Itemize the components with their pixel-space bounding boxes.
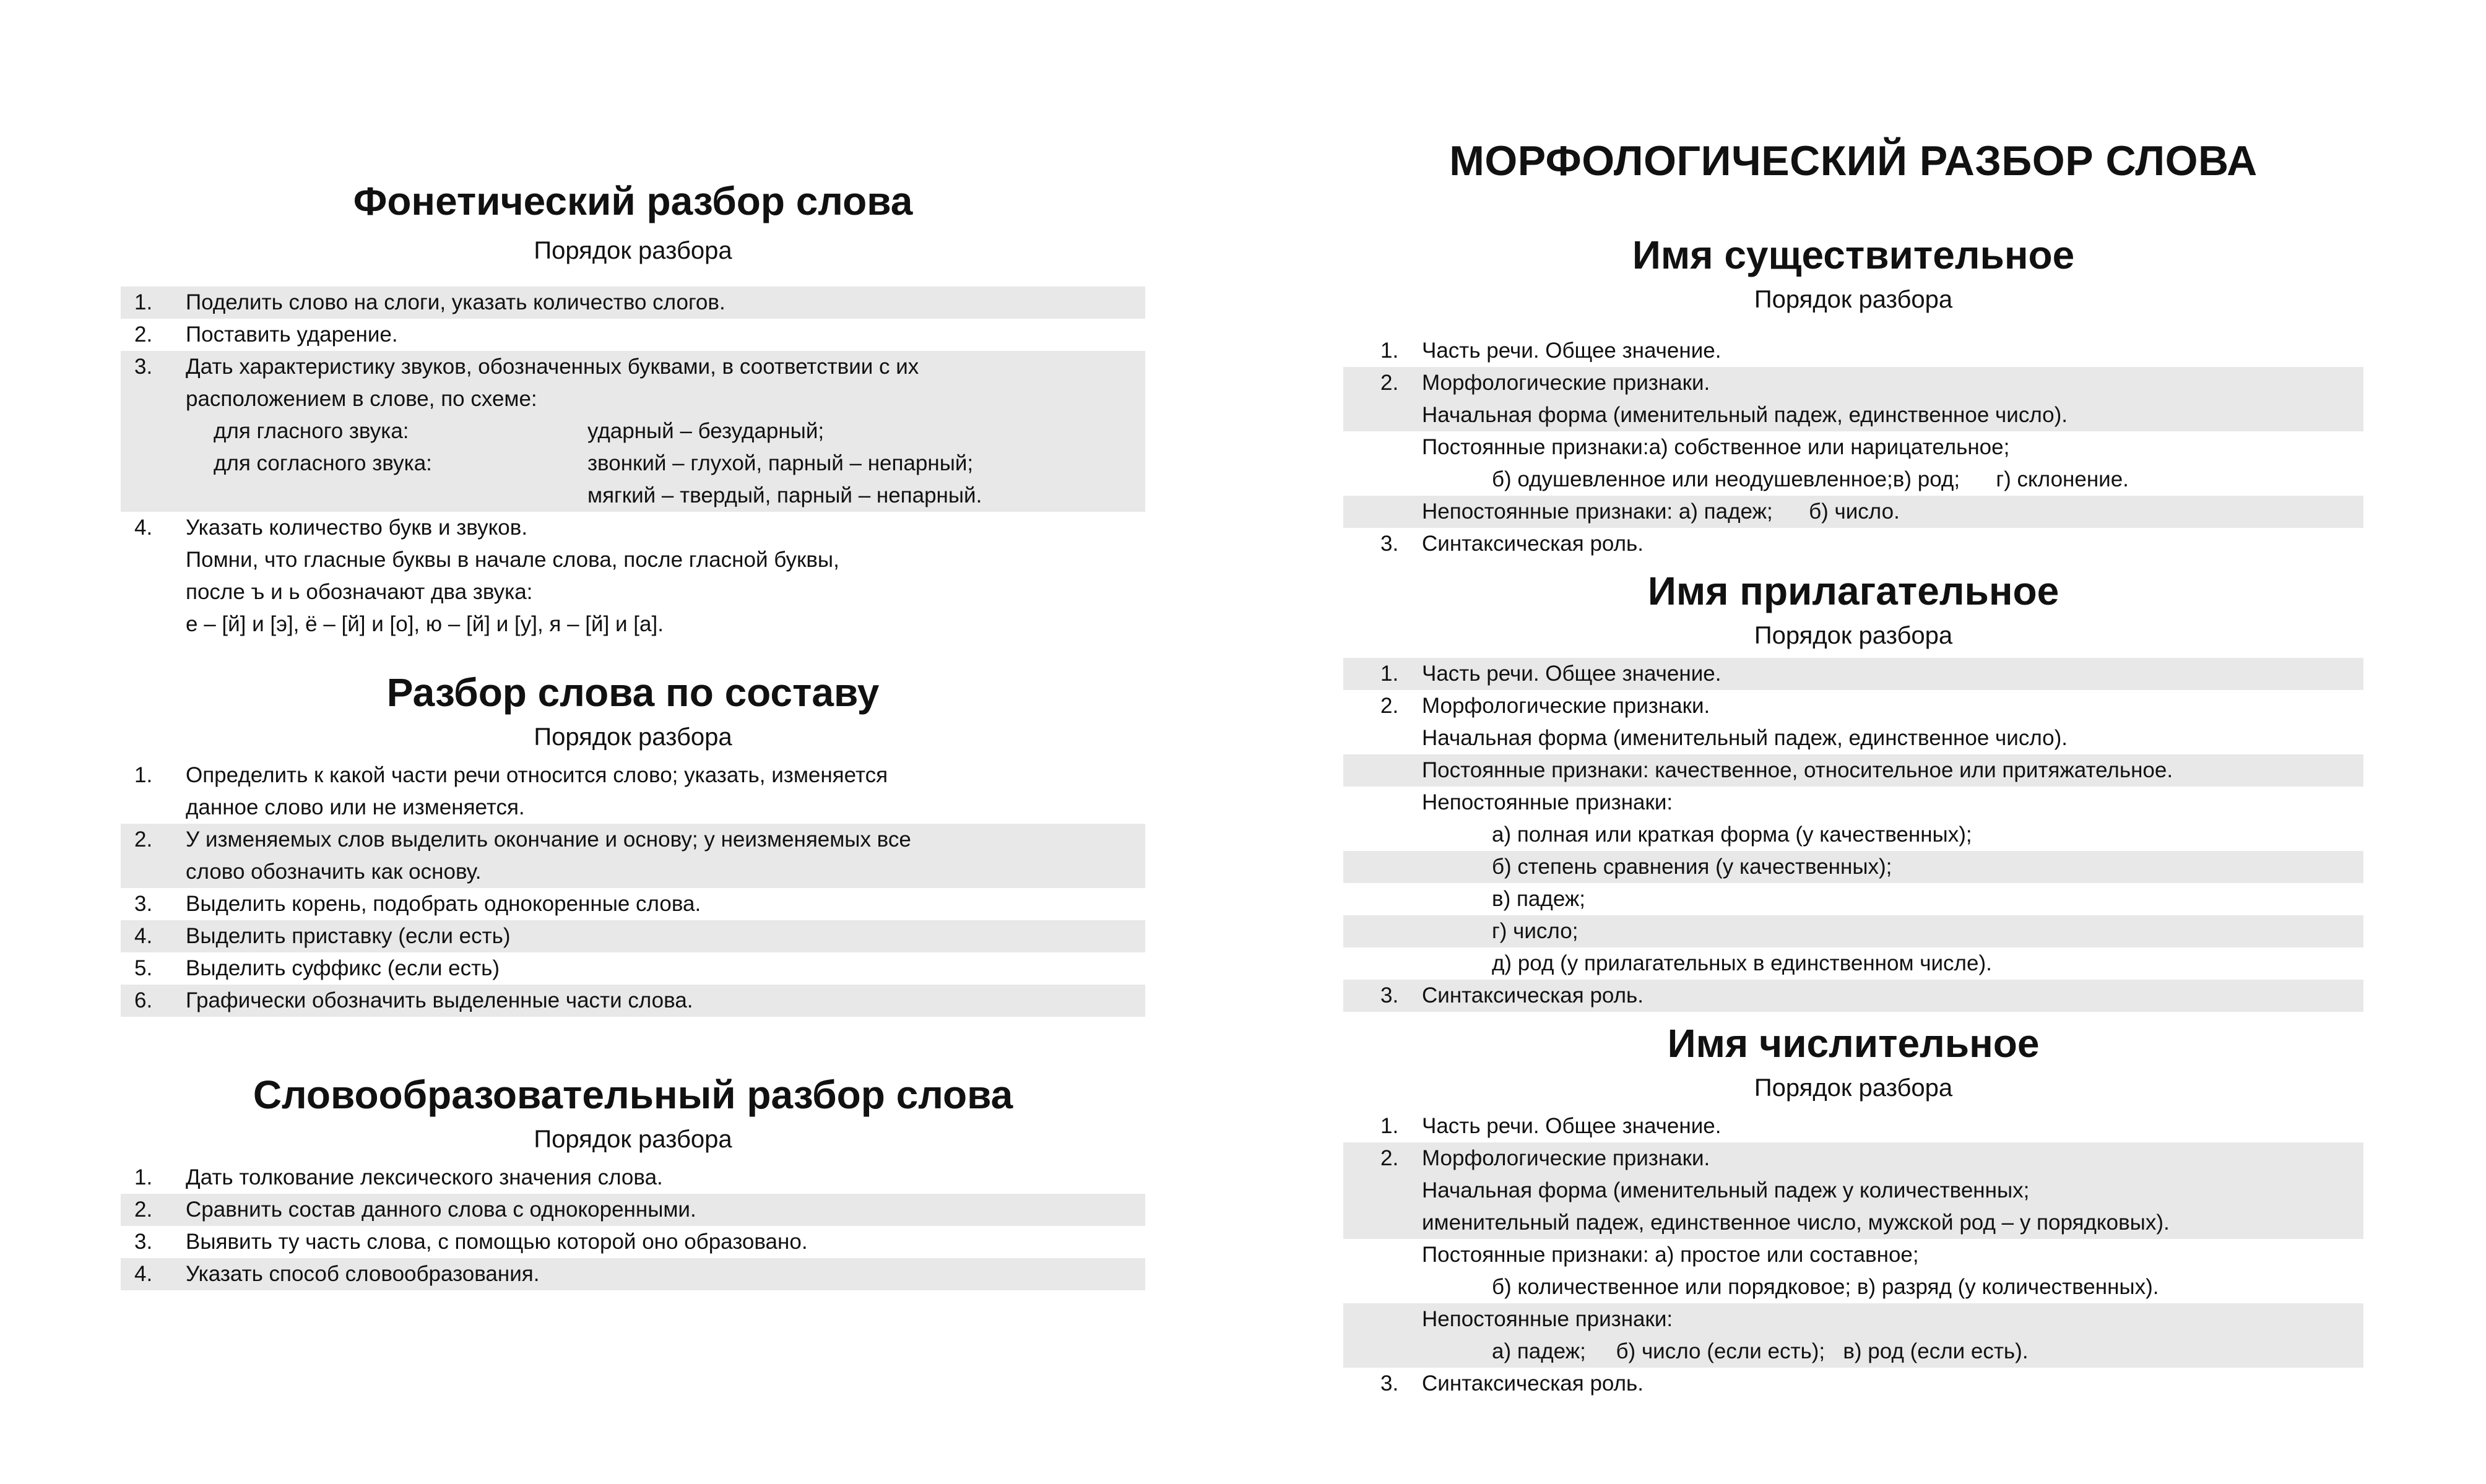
list-item (121, 1194, 1145, 1226)
list-item (121, 920, 1145, 952)
list-item-continuation (1343, 722, 2363, 754)
list-item-continuation (121, 856, 1145, 888)
list-item (121, 952, 1145, 985)
page-title: МОРФОЛОГИЧЕСКИЙ РАЗБОР СЛОВА (1449, 137, 2258, 184)
schema-value: звонкий – глухой, парный – непарный; (587, 451, 974, 475)
section-subtitle: Порядок разбора (534, 237, 732, 264)
list-item-continuation (121, 608, 1145, 641)
section-noun (1343, 230, 2363, 560)
item-text: данное слово или не изменяется. (186, 795, 525, 819)
item-text: а) полная или краткая форма (у качественных); (1492, 822, 1972, 847)
item-number: 4. (134, 516, 153, 540)
sub-item (1343, 819, 2363, 851)
item-text: Выявить ту часть слова, с помощью которой оно образовано. (186, 1230, 808, 1254)
list-item (1343, 658, 2363, 690)
list-item (121, 888, 1145, 920)
list-item (121, 351, 1145, 383)
list-item (1343, 1110, 2363, 1142)
sub-item (1343, 851, 2363, 883)
list-item (1343, 367, 2363, 399)
item-text: д) род (у прилагательных в единственном числе). (1492, 951, 1992, 975)
item-text: Синтаксическая роль. (1422, 532, 1644, 556)
sub-item (1343, 883, 2363, 915)
list-item (1343, 690, 2363, 722)
ordered-list (1343, 335, 2363, 560)
section-title: Имя прилагательное (1647, 569, 2059, 613)
list-item (1343, 335, 2363, 367)
item-text: Поставить ударение. (186, 322, 398, 347)
item-text: в) падеж; (1492, 887, 1586, 911)
list-item (1343, 528, 2363, 560)
section-numeral (1343, 1019, 2363, 1400)
item-number: 1. (134, 763, 153, 787)
item-text: Определить к какой части речи относится слово; указать, изменяется (186, 763, 888, 787)
item-number: 6. (134, 988, 153, 1012)
section-subtitle: Порядок разбора (534, 1126, 732, 1153)
item-text: Часть речи. Общее значение. (1422, 339, 1722, 363)
section-subtitle: Порядок разбора (1754, 1074, 1953, 1102)
section-title: Разбор слова по составу (386, 670, 880, 715)
item-text: Синтаксическая роль. (1422, 983, 1644, 1007)
item-number: 3. (1380, 1371, 1399, 1396)
schema-row (121, 480, 1145, 512)
item-number: 3. (1380, 983, 1399, 1007)
left-column (121, 176, 1145, 1290)
sub-item (1343, 1271, 2363, 1303)
item-text: а) падеж; б) число (если есть); в) род (если есть). (1492, 1339, 2029, 1363)
sub-item (1343, 947, 2363, 980)
item-text: Постоянные признаки: а) простое или составное; (1422, 1243, 1919, 1267)
ordered-list (121, 287, 1145, 641)
list-item-continuation (121, 576, 1145, 608)
section-composition (121, 668, 1145, 1017)
item-number: 4. (134, 924, 153, 948)
item-number: 1. (134, 290, 153, 314)
item-text: Часть речи. Общее значение. (1422, 1114, 1722, 1138)
item-number: 3. (134, 355, 153, 379)
list-item-continuation (1343, 754, 2363, 787)
list-item (1343, 980, 2363, 1012)
item-number: 2. (134, 1197, 153, 1222)
item-text: Непостоянные признаки: (1422, 1307, 1673, 1331)
right-column (1343, 136, 2363, 1400)
section-subtitle: Порядок разбора (1754, 286, 1953, 313)
list-item-continuation (121, 792, 1145, 824)
list-item (1343, 1142, 2363, 1175)
section-subtitle: Порядок разбора (1754, 622, 1953, 649)
list-item-continuation (121, 383, 1145, 415)
item-text: б) одушевленное или неодушевленное;в) род; г) склонение. (1492, 467, 2129, 491)
item-text: Непостоянные признаки: а) падеж; б) число. (1422, 499, 1900, 524)
item-text: Начальная форма (именительный падеж у количественных; (1422, 1178, 2030, 1202)
item-text: Морфологические признаки. (1422, 371, 1710, 395)
section-subtitle: Порядок разбора (534, 723, 732, 751)
item-number: 2. (1380, 1146, 1399, 1170)
item-text: Часть речи. Общее значение. (1422, 662, 1722, 686)
item-text: расположением в слове, по схеме: (186, 387, 537, 411)
sub-item (1343, 1335, 2363, 1368)
list-item-continuation (1343, 431, 2363, 464)
item-number: 1. (1380, 339, 1399, 363)
item-text: Выделить приставку (если есть) (186, 924, 511, 948)
item-text: после ъ и ь обозначают два звука: (186, 580, 533, 604)
item-number: 5. (134, 956, 153, 980)
item-number: 1. (134, 1165, 153, 1189)
list-item (121, 759, 1145, 792)
list-item (121, 985, 1145, 1017)
item-text: Указать способ словообразования. (186, 1262, 540, 1286)
list-item-continuation (1343, 1303, 2363, 1335)
list-item (121, 287, 1145, 319)
list-item-continuation (121, 544, 1145, 576)
list-item (121, 319, 1145, 351)
sub-item (1343, 915, 2363, 947)
section-word-formation (121, 1070, 1145, 1290)
item-text: Помни, что гласные буквы в начале слова, после гласной буквы, (186, 548, 839, 572)
ordered-list (1343, 658, 2363, 1012)
item-text: Постоянные признаки:а) собственное или нарицательное; (1422, 435, 2010, 459)
section-title: Словообразовательный разбор слова (253, 1072, 1013, 1117)
list-item-continuation (1343, 1175, 2363, 1207)
item-text: Выделить суффикс (если есть) (186, 956, 500, 980)
item-text: Морфологические признаки. (1422, 694, 1710, 718)
item-text: Постоянные признаки: качественное, относительное или притяжательное. (1422, 758, 2173, 782)
item-number: 2. (134, 827, 153, 852)
section-adjective (1343, 566, 2363, 1012)
schema-value: ударный – безударный; (587, 419, 825, 443)
list-item-continuation (1343, 464, 2363, 496)
schema-value: мягкий – твердый, парный – непарный. (587, 483, 982, 507)
item-text: б) количественное или порядковое; в) разряд (у количественных). (1492, 1275, 2159, 1299)
section-title: Имя существительное (1632, 233, 2075, 277)
list-item-continuation (1343, 787, 2363, 819)
item-text: б) степень сравнения (у качественных); (1492, 855, 1892, 879)
schema-label: для согласного звука: (214, 451, 432, 475)
item-text: Начальная форма (именительный падеж, единственное число). (1422, 726, 2068, 750)
list-item (121, 824, 1145, 856)
item-text: Синтаксическая роль. (1422, 1371, 1644, 1396)
list-item-continuation (1343, 399, 2363, 431)
item-text: Морфологические признаки. (1422, 1146, 1710, 1170)
list-item (121, 1162, 1145, 1194)
item-text: У изменяемых слов выделить окончание и основу; у неизменяемых все (186, 827, 911, 852)
item-text: Дать характеристику звуков, обозначенных буквами, в соответствии с их (186, 355, 919, 379)
item-text: Указать количество букв и звуков. (186, 516, 528, 540)
section-title: Фонетический разбор слова (353, 179, 913, 223)
section-title: Имя числительное (1667, 1021, 2040, 1066)
item-text: Дать толкование лексического значения слова. (186, 1165, 663, 1189)
list-item (1343, 1368, 2363, 1400)
schema-row (121, 447, 1145, 480)
item-text: Графически обозначить выделенные части слова. (186, 988, 693, 1012)
item-number: 1. (1380, 662, 1399, 686)
item-text: е – [й] и [э], ё – [й] и [о], ю – [й] и [у], я – [й] и [а]. (186, 612, 664, 636)
item-number: 4. (134, 1262, 153, 1286)
list-item-continuation (1343, 496, 2363, 528)
list-item-continuation (1343, 1207, 2363, 1239)
item-text: г) число; (1492, 919, 1579, 943)
item-text: Поделить слово на слоги, указать количество слогов. (186, 290, 725, 314)
item-text: слово обозначить как основу. (186, 860, 482, 884)
item-number: 2. (134, 322, 153, 347)
ordered-list (121, 759, 1145, 1017)
schema-row (121, 415, 1145, 447)
ordered-list (121, 1162, 1145, 1290)
item-number: 2. (1380, 371, 1399, 395)
item-text: Сравнить состав данного слова с однокоренными. (186, 1197, 696, 1222)
schema-label: для гласного звука: (214, 419, 409, 443)
item-text: Начальная форма (именительный падеж, единственное число). (1422, 403, 2068, 427)
section-phonetic (121, 176, 1145, 641)
ordered-list (1343, 1110, 2363, 1400)
item-number: 3. (134, 892, 153, 916)
list-item (121, 1258, 1145, 1290)
item-text: именительный падеж, единственное число, мужской род – у порядковых). (1422, 1210, 2170, 1235)
list-item (121, 1226, 1145, 1258)
list-item (121, 512, 1145, 544)
item-number: 2. (1380, 694, 1399, 718)
list-item-continuation (1343, 1239, 2363, 1271)
item-number: 3. (134, 1230, 153, 1254)
item-text: Выделить корень, подобрать однокоренные слова. (186, 892, 701, 916)
item-text: Непостоянные признаки: (1422, 790, 1673, 814)
item-number: 1. (1380, 1114, 1399, 1138)
item-number: 3. (1380, 532, 1399, 556)
